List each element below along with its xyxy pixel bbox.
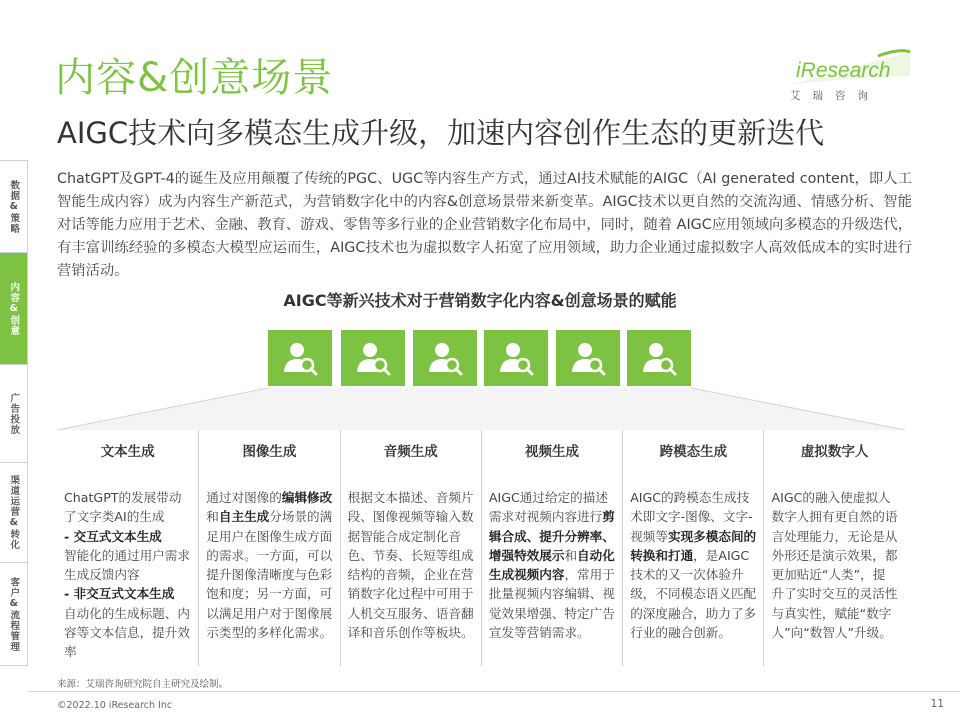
page-subtitle: AIGC技术向多模态生成升级，加速内容创作生态的更新迭代 bbox=[57, 116, 825, 150]
person-search-icon bbox=[413, 330, 477, 386]
connector-lines bbox=[0, 386, 960, 434]
column-text: 智能化的通过用户需求生成反馈内容 bbox=[64, 547, 190, 583]
column-heading: 音频生成 bbox=[383, 444, 438, 460]
column-body: 通过对图像的编辑修改和自主生成分场景的满足用户在图像生成方面的需求。一方面，可以提升图像清晰度与色彩饱和度；另一方面，可以满足用户对于图像展示类型的多样化需求。 bbox=[206, 490, 333, 641]
column-text-bold: - 非交互式文本生成 bbox=[64, 586, 175, 602]
column-heading: 文本生成 bbox=[100, 444, 155, 460]
column-text: ChatGPT的发展带动了文字类AI的生成 bbox=[64, 490, 182, 525]
logo-wordmark: iResearch bbox=[796, 59, 891, 82]
column-heading: 图像生成 bbox=[242, 444, 297, 460]
logo-cn: 艾瑞咨询 bbox=[790, 90, 880, 102]
column-cross-modal-generation bbox=[622, 430, 763, 666]
side-tab-data-strategy[interactable] bbox=[0, 161, 28, 253]
side-tab-label: 广告投放 bbox=[8, 392, 20, 435]
page-number: 11 bbox=[930, 698, 944, 710]
column-text-bold: - 交互式文本生成 bbox=[64, 528, 162, 544]
person-search-icon bbox=[484, 330, 548, 386]
person-search-icon bbox=[268, 330, 332, 386]
side-tab-label: 渠道运营&转化 bbox=[8, 475, 20, 550]
icon-row bbox=[0, 330, 960, 388]
column-image-generation bbox=[198, 430, 339, 666]
column-body: 根据文本描述、音频片段、图像视频等输入数据智能合成定制化音色、节奏、长短等组成结构的音频，企业在营销数字化过程中可用于人机交互服务、语音翻译和音乐创作等板块。 bbox=[347, 490, 474, 641]
side-tab-channel-ops[interactable] bbox=[0, 463, 28, 563]
person-search-icon bbox=[627, 330, 691, 386]
column-body: AIGC通过给定的描述需求对视频内容进行剪辑合成、提升分辨率、增强特效展示和自动化生成视频内容，常用于批量视频内容编辑、视觉效果增强、特定广告宣发等营销需求。 bbox=[488, 490, 615, 641]
side-tab-customer-process[interactable] bbox=[0, 563, 28, 666]
side-tab-label: 数据&策略 bbox=[8, 179, 20, 234]
column-body: AIGC的融入使虚拟人数字人拥有更自然的语言处理能力，无论是从外形还是演示效果，都更加贴近“人类”，提升了实时交互的灵活性与真实性，赋能“数字人”向“数智人”升级。 bbox=[771, 490, 898, 641]
column-body bbox=[64, 488, 191, 662]
copyright: ©2022.10 iResearch Inc bbox=[57, 700, 173, 711]
column-heading: 虚拟数字人 bbox=[800, 444, 869, 460]
page-title: 内容&创意场景 bbox=[55, 55, 334, 101]
column-virtual-human bbox=[763, 430, 904, 666]
column-body: AIGC的跨模态生成技术即文字-图像、文字-视频等实现多模态间的转换和打通，是AIGC技术的又一次体验升级，不同模态语义匹配的深度融合，助力了多行业的融合创新。 bbox=[630, 490, 757, 641]
column-video-generation bbox=[481, 430, 622, 666]
column-text-generation bbox=[57, 430, 198, 666]
footer-divider bbox=[28, 691, 960, 692]
side-tab-label: 内容&创意 bbox=[8, 281, 20, 336]
diagram-title: AIGC等新兴技术对于营销数字化内容&创意场景的赋能 bbox=[283, 291, 677, 310]
column-heading: 视频生成 bbox=[525, 444, 580, 460]
column-text: 自动化的生成标题、内容等文本信息，提升效率 bbox=[64, 605, 190, 660]
side-tab-label: 客户&流程管理 bbox=[8, 576, 20, 652]
person-search-icon bbox=[556, 330, 620, 386]
person-search-icon bbox=[341, 330, 405, 386]
capability-columns bbox=[57, 430, 905, 666]
column-audio-generation bbox=[340, 430, 481, 666]
source-note: 来源：艾瑞咨询研究院自主研究及绘制。 bbox=[57, 679, 229, 690]
column-heading: 跨模态生成 bbox=[659, 444, 728, 460]
intro-paragraph: ChatGPT及GPT-4的诞生及应用颠覆了传统的PGC、UGC等内容生产方式，通过AI技术赋能的AIGC（AI generated content，即人工智能生成内容）成为内容生产新范式，为营销数字化中的内容&创意场景带来新变革。AIGC技术以更自然的交流沟通、情感分析、智能对话等能力应用于艺术、金融、教育、游戏、零售等多行业的企业营销数字化布局中，同时，随着 AIGC应用领域向多模态的升级迭代，有丰富训练经验的多模态大模型应运而生，AIGC技术也为虚拟数字人拓宽了应用领域，助力企业通过虚拟数字人高效低成本的实时进行营销活动。 bbox=[57, 171, 912, 279]
iresearch-logo bbox=[790, 48, 912, 110]
